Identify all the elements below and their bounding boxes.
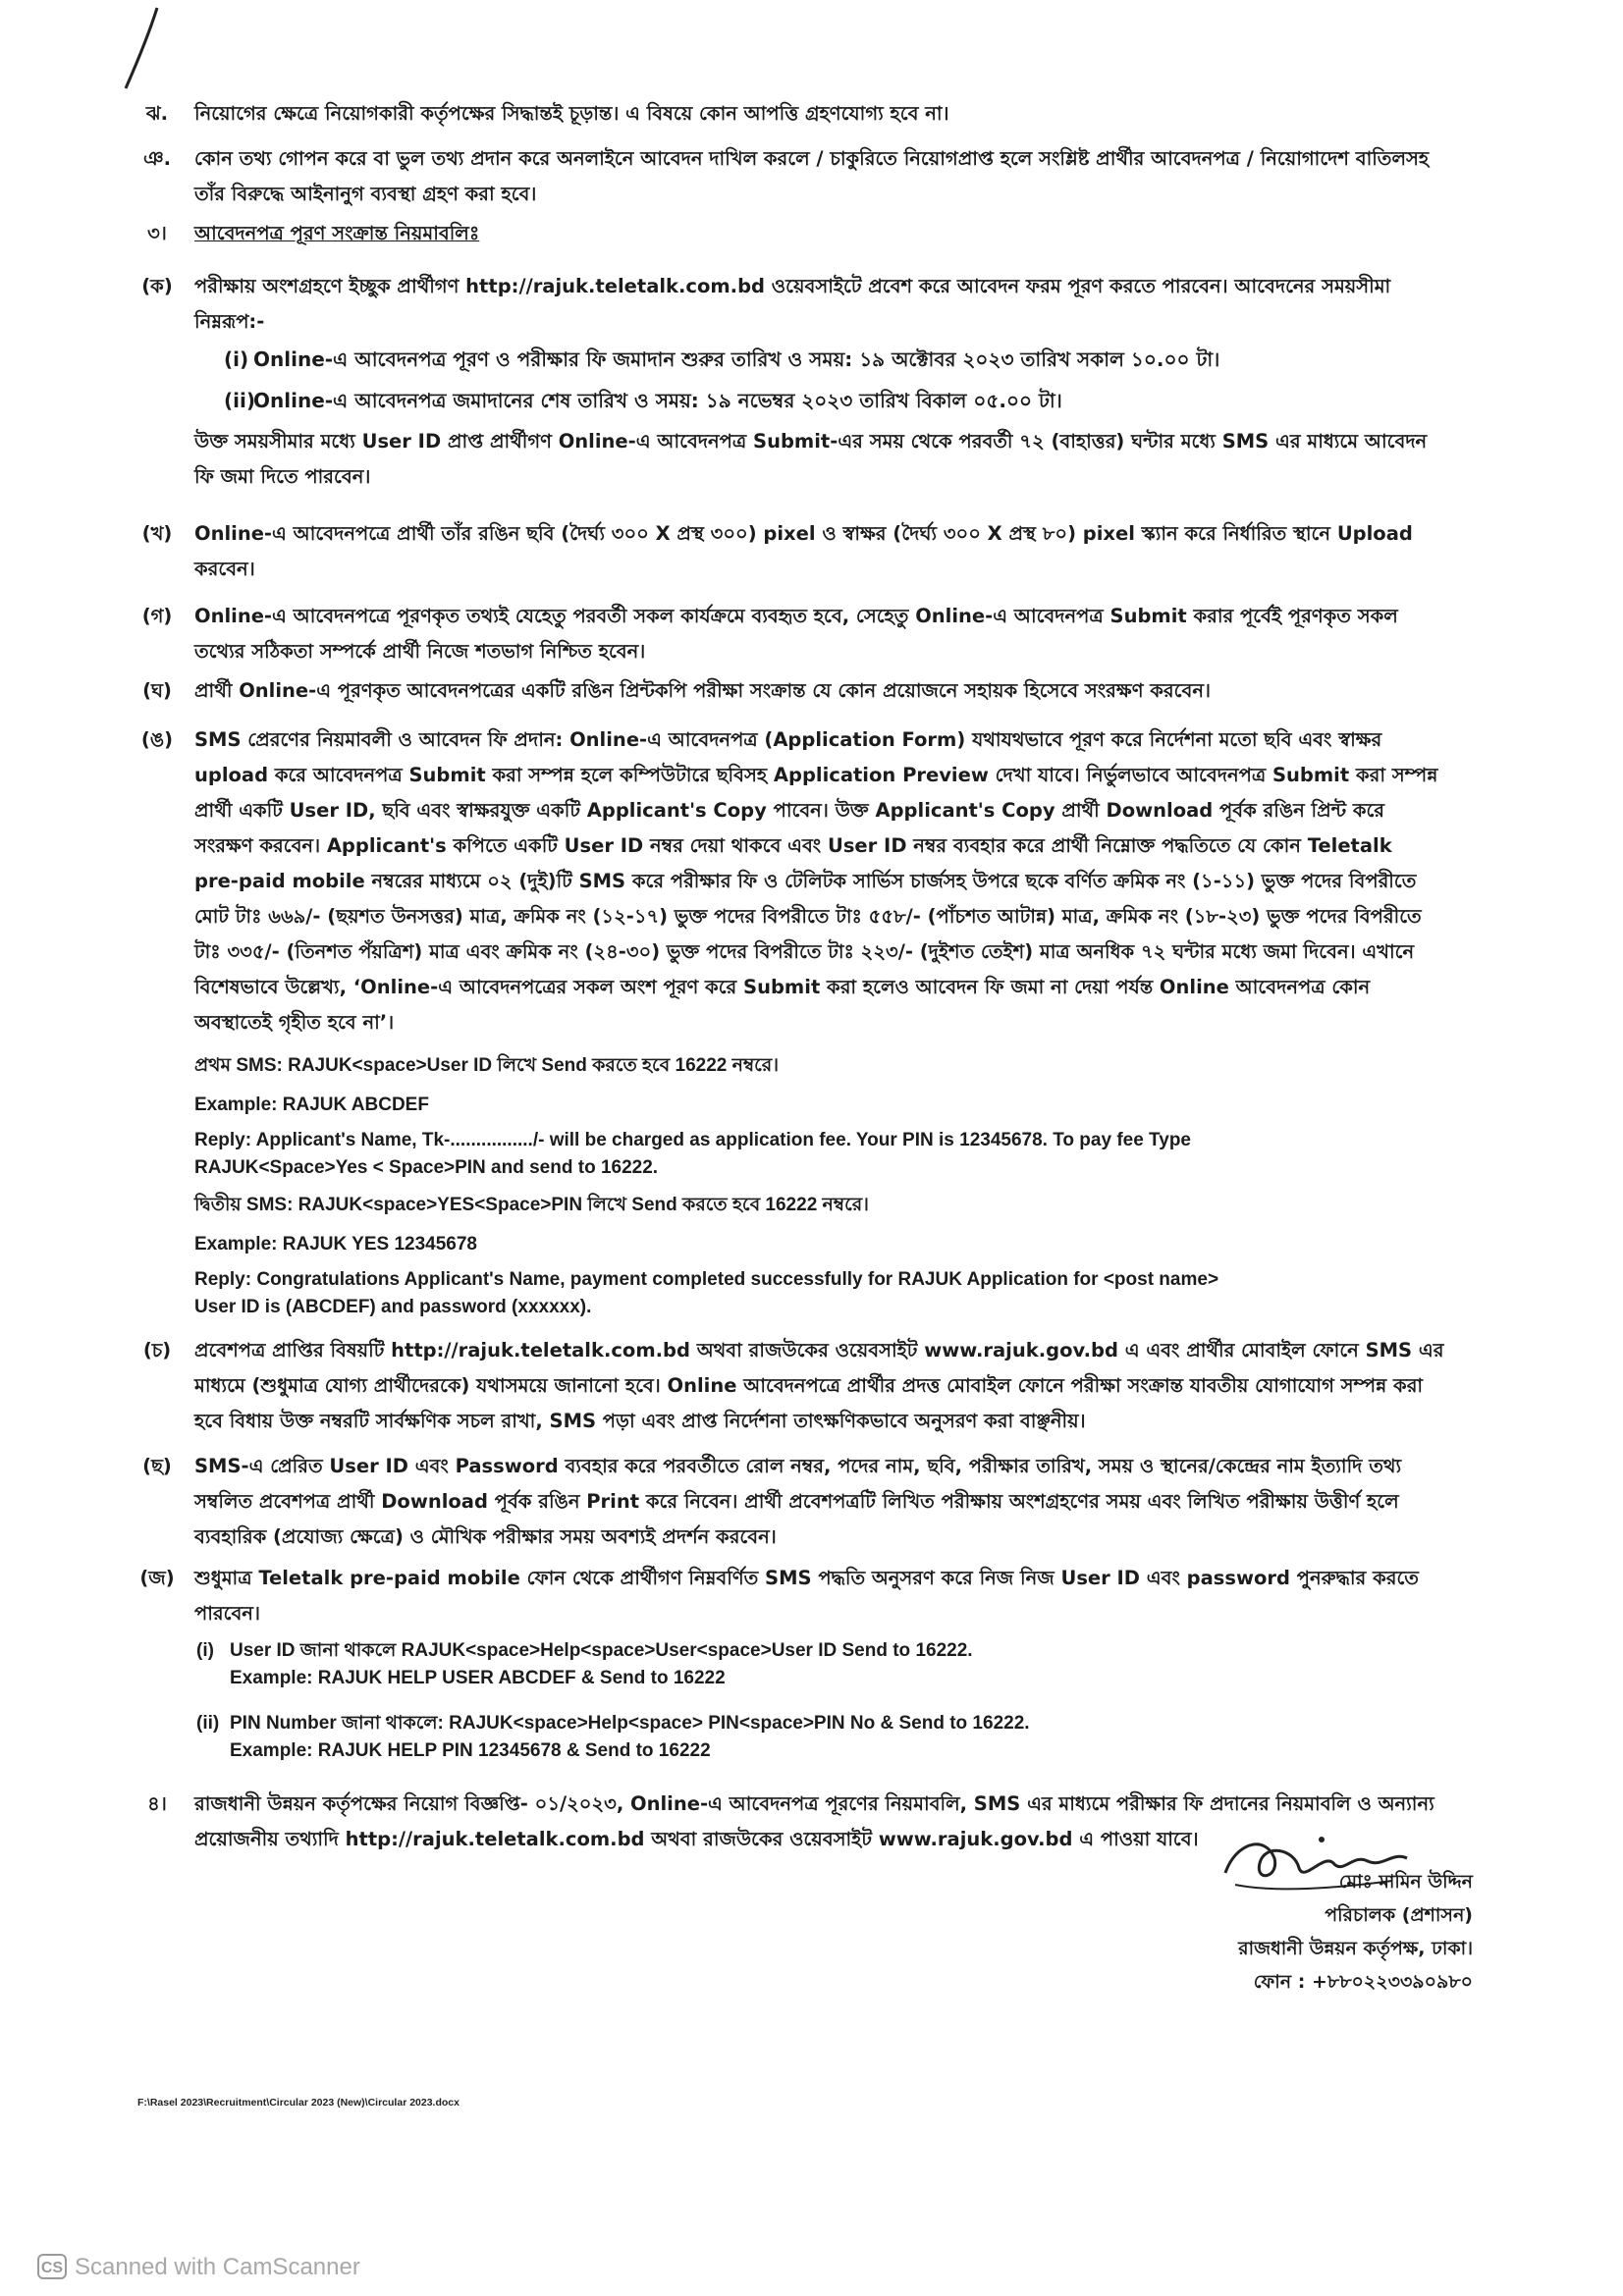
help-user-id (196, 1637, 1453, 1692)
item-text-jha (194, 96, 1453, 132)
text-line: প্রার্থী একটি User ID, ছবি এবং স্বাক্ষরযুক্ত একটি Applicant's Copy পাবেন। উক্ত Applicant's Copy প্রার্থী Download পূর্বক রঙিন প্রিন্ট করে (194, 799, 1385, 822)
text-line: পারবেন। (194, 1602, 260, 1625)
camscanner-watermark: Scanned with CamScanner (75, 2254, 360, 2280)
help-pin-text: PIN Number জানা থাকলে: RAJUK<space>Help<space> PIN<space>PIN No & Send to 16222. (230, 1713, 1030, 1734)
help-pin-example: Example: RAJUK HELP PIN 12345678 & Send to 16222 (230, 1740, 711, 1761)
text-line: বিশেষভাবে উল্লেখ্য, ‘Online-এ আবেদনপত্রের সকল অংশ পূরণ করে Submit করা হলেও আবেদন ফি জমা না দেয়া পর্যন্ত Online আবেদনপত্র কোন (194, 976, 1371, 998)
section-3-heading: আবেদনপত্র পূরণ সংক্রান্ত নিয়মাবলিঃ (194, 222, 480, 244)
item-text-ja (194, 1561, 1453, 1631)
item-text-umo (194, 722, 1453, 1041)
text-line: Reply: Applicant's Name, Tk-................/- will be charged as application fee. Your PIN is 12345678. To pay fee Type (194, 1130, 1191, 1150)
text-line: টাঃ ৩৩৫/- (তিনশত পঁয়ত্রিশ) মাত্র এবং ক্রমিক নং (২৪-৩০) ভুক্ত পদের বিপরীতে টাঃ ২২৩/- (দুইশত তেইশ) মাত্র অনধিক ৭২ ঘন্টার মধ্যে জমা দিবেন। এখানে (194, 940, 1415, 963)
text-line: শুধুমাত্র Teletalk pre-paid mobile ফোন থেকে প্রার্থীগণ নিম্নবর্ণিত SMS পদ্ধতি অনুসরণ করে নিজ নিজ User ID এবং password পুনরুদ্ধার করতে (194, 1567, 1419, 1589)
text-line: করবেন। (194, 558, 255, 580)
item-text-ka (194, 269, 1453, 340)
section-3-mark: ৩। (147, 222, 167, 244)
help-pin (196, 1710, 1453, 1765)
text-line: Online-এ আবেদনপত্রে প্রার্থী তাঁর রঙিন ছবি (দৈর্ঘ্য ৩০০ X প্রস্থ ৩০০) pixel ও স্বাক্ষর (দৈর্ঘ্য ৩০০ X প্রস্থ ৮০) pixel স্ক্যান করে নির্ধারিত স্থানে Upload (194, 522, 1413, 545)
deadline-end-text: Online-এ আবেদনপত্র জমাদানের শেষ তারিখ ও সময়: ১৯ নভেম্বর ২০২৩ তারিখ বিকাল ০৫.০০ টা। (253, 389, 1062, 412)
item-text-cha (194, 1333, 1453, 1439)
text-line: নিয়োগের ক্ষেত্রে নিয়োগকারী কর্তৃপক্ষের সিদ্ধান্তই চূড়ান্ত। এ বিষয়ে কোন আপত্তি গ্রহণযোগ্য হবে না। (194, 102, 949, 125)
text-line: User ID is (ABCDEF) and password (xxxxxx). (194, 1297, 592, 1317)
item-mark-ka: (ক) (141, 275, 173, 297)
deadline-start-text: Online-এ আবেদনপত্র পূরণ ও পরীক্ষার ফি জমাদান শুরুর তারিখ ও সময়: ১৯ অক্টোবর ২০২৩ তারিখ সকাল ১০.০০ টা। (253, 347, 1220, 371)
signatory-title: পরিচালক (প্রশাসন) (1325, 1904, 1473, 1926)
deadline-end (224, 383, 1453, 418)
text-line: ফি জমা দিতে পারবেন। (194, 465, 371, 488)
text-line: SMS প্রেরণের নিয়মাবলী ও আবেদন ফি প্রদান: Online-এ আবেদনপত্র (Application Form) যথাযথভাবে পূরণ করে নির্দেশনা মতো ছবি এবং স্বাক্ষর (194, 728, 1382, 751)
sms-first-example: Example: RAJUK ABCDEF (194, 1095, 429, 1115)
signatory-phone: ফোন : +৮৮০২২৩৩৯০৯৮০ (1253, 1971, 1473, 1993)
item-mark-nya: ঞ. (143, 147, 171, 170)
sms-second-example: Example: RAJUK YES 12345678 (194, 1234, 477, 1255)
text-line: তথ্যের সঠিকতা সম্পর্কে প্রার্থী নিজে শতভাগ নিশ্চিত হবেন। (194, 640, 646, 663)
text-line: Online-এ আবেদনপত্রে পূরণকৃত তথ্যই যেহেতু পরবর্তী সকল কার্যক্রমে ব্যবহৃত হবে, সেহেতু Online-এ আবেদনপত্র Submit করার পূর্বেই পূরণকৃত সকল (194, 605, 1398, 627)
sub-number: (i) (224, 347, 249, 371)
text-line: রাজধানী উন্নয়ন কর্তৃপক্ষের নিয়োগ বিজ্ঞপ্তি- ০১/২০২৩, Online-এ আবেদনপত্র পূরণের নিয়মাবলি, SMS এর মাধ্যমে পরীক্ষার ফি প্রদানের নিয়মাবলি ও অন্যান্য (194, 1792, 1434, 1815)
text-line: মাধ্যমে (শুধুমাত্র যোগ্য প্রার্থীদেরকে) যথাসময়ে জানানো হবে। Online আবেদনপত্রে প্রার্থীর প্রদত্ত মোবাইল ফোনে পরীক্ষা সংক্রান্ত যাবতীয় যোগাযোগ সম্পন্ন করা (194, 1374, 1424, 1397)
sub-number: (ii) (224, 389, 255, 412)
camscanner-logo-icon: CS (37, 2254, 67, 2279)
text-line: RAJUK<Space>Yes < Space>PIN and send to 16222. (194, 1157, 659, 1178)
item-mark-cha: (চ) (142, 1339, 172, 1362)
text-line: কোন তথ্য গোপন করে বা ভুল তথ্য প্রদান করে অনলাইনে আবেদন দাখিল করলে / চাকুরিতে নিয়োগপ্রাপ্ত হলে সংশ্লিষ্ট প্রার্থীর আবেদনপত্র / নিয়োগাদেশ বাতিলসহ (194, 147, 1430, 170)
page-fold-mark (0, 0, 196, 98)
text-line: সংরক্ষণ করবেন। Applicant's কপিতে একটি User ID নম্বর দেয়া থাকবে এবং User ID নম্বর ব্যবহার করে প্রার্থী নিম্নোক্ত পদ্ধতিতে যে কোন Teletalk (194, 834, 1392, 857)
item-text-gha (194, 673, 1453, 709)
item-mark-ja: (জ) (139, 1567, 175, 1589)
text-line: হবে বিধায় উক্ত নম্বরটি সার্বক্ষণিক সচল রাখা, SMS পড়া এবং প্রাপ্ত নির্দেশনা তাৎক্ষণিকভাবে অনুসরণ করা বাঞ্ছনীয়। (194, 1410, 1086, 1432)
signatory-org: রাজধানী উন্নয়ন কর্তৃপক্ষ, ঢাকা। (1238, 1938, 1473, 1959)
sms-first: প্রথম SMS: RAJUK<space>User ID লিখে Send করতে হবে 16222 নম্বরে। (194, 1055, 780, 1076)
text-line: upload করে আবেদনপত্র Submit করা সম্পন্ন হলে কম্পিউটারে ছবিসহ Application Preview দেখা যাবে। নির্ভুলভাবে আবেদনপত্র Submit করা সম্পন্ন (194, 764, 1438, 786)
help-user-id-example: Example: RAJUK HELP USER ABCDEF & Send to 16222 (230, 1668, 726, 1688)
text-line: প্রার্থী Online-এ পূরণকৃত আবেদনপত্রের একটি রঙিন প্রিন্টকপি পরীক্ষা সংক্রান্ত যে কোন প্রয়োজনে সহায়ক হিসেবে সংরক্ষণ করবেন। (194, 679, 1211, 702)
file-path: F:\Rasel 2023\Recruitment\Circular 2023 (New)\Circular 2023.docx (137, 2097, 460, 2109)
text-line: নিম্নরূপ:- (194, 310, 265, 333)
item-mark-chha: (ছ) (142, 1455, 172, 1477)
item-text-nya (194, 141, 1453, 212)
signature-block (1139, 1865, 1473, 1999)
sub-number: (i) (196, 1640, 214, 1661)
text-line: উক্ত সময়সীমার মধ্যে User ID প্রাপ্ত প্রার্থীগণ Online-এ আবেদনপত্র Submit-এর সময় থেকে পরবর্তী ৭২ (বাহাত্তর) ঘন্টার মধ্যে SMS এর মাধ্যমে আবেদন (194, 430, 1428, 453)
item-mark-umo: (ঙ) (140, 728, 174, 751)
sms-first-reply (194, 1127, 1453, 1182)
section-4-mark: ৪। (147, 1792, 167, 1815)
text-line: প্রয়োজনীয় তথ্যাদি http://rajuk.teletalk.com.bd অথবা রাজউকের ওয়েবসাইট www.rajuk.gov.bd এ পাওয়া যাবে। (194, 1828, 1199, 1850)
text-line: pre-paid mobile নম্বরের মাধ্যমে ০২ (দুই)টি SMS করে পরীক্ষার ফি ও টেলিটক সার্ভিস চার্জসহ উপরে ছকে বর্ণিত ক্রমিক নং (১-১১) ভুক্ত পদের বিপরীতে (194, 870, 1417, 892)
help-user-id-text: User ID জানা থাকলে RAJUK<space>Help<space>User<space>User ID Send to 16222. (230, 1640, 973, 1661)
sms-second-reply (194, 1266, 1453, 1321)
item-text-chha (194, 1449, 1453, 1555)
sub-number: (ii) (196, 1713, 220, 1734)
text-line: প্রবেশপত্র প্রাপ্তির বিষয়টি http://rajuk.teletalk.com.bd অথবা রাজউকের ওয়েবসাইট www.rajuk.gov.bd এ এবং প্রার্থীর মোবাইল ফোনে SMS এর (194, 1339, 1444, 1362)
item-mark-kha: (খ) (141, 522, 173, 545)
text-line: পরীক্ষায় অংশগ্রহণে ইচ্ছুক প্রার্থীগণ http://rajuk.teletalk.com.bd ওয়েবসাইটে প্রবেশ করে আবেদন ফরম পূরণ করতে পারবেন। আবেদনের সময়সীমা (194, 275, 1391, 297)
item-text-kha (194, 516, 1453, 587)
item-mark-jha: ঝ. (145, 102, 169, 125)
text-line: ব্যবহারিক (প্রযোজ্য ক্ষেত্রে) ও মৌখিক পরীক্ষার সময় অবশ্যই প্রদর্শন করবেন। (194, 1525, 777, 1548)
text-line: তাঁর বিরুদ্ধে আইনানুগ ব্যবস্থা গ্রহণ করা হবে। (194, 183, 537, 205)
item-mark-gha: (ঘ) (142, 679, 172, 702)
sms-second: দ্বিতীয় SMS: RAJUK<space>YES<Space>PIN লিখে Send করতে হবে 16222 নম্বরে। (194, 1195, 869, 1215)
item-text-ga (194, 599, 1453, 669)
text-line: মোট টাঃ ৬৬৯/- (ছয়শত উনসত্তর) মাত্র, ক্রমিক নং (১২-১৭) ভুক্ত পদের বিপরীতে টাঃ ৫৫৮/- (পাঁচশত আটান্ন) মাত্র, ক্রমিক নং (১৮-২৩) ভুক্ত পদের বিপরীতে (194, 905, 1422, 928)
text-line: SMS-এ প্রেরিত User ID এবং Password ব্যবহার করে পরবর্তীতে রোল নম্বর, পদের নাম, ছবি, পরীক্ষার তারিখ, সময় ও স্থানের/কেন্দ্রের নাম ইত্যাদি তথ্য (194, 1455, 1402, 1477)
signatory-name: মোঃ মামিন উদ্দিন (1338, 1871, 1473, 1893)
text-line: অবস্থাতেই গৃহীত হবে না’। (194, 1011, 395, 1034)
item-mark-ga: (গ) (141, 605, 173, 627)
fee-deadline-note (194, 424, 1453, 495)
text-line: সম্বলিত প্রবেশপত্র প্রার্থী Download পূর্বক রঙিন Print করে নিবেন। প্রার্থী প্রবেশপত্রটি লিখিত পরীক্ষায় অংশগ্রহণের সময় এবং লিখিত পরীক্ষায় উত্তীর্ণ হলে (194, 1490, 1399, 1513)
text-line: Reply: Congratulations Applicant's Name, payment completed successfully for RAJUK Application for <post name> (194, 1269, 1219, 1290)
deadline-start (224, 342, 1453, 377)
